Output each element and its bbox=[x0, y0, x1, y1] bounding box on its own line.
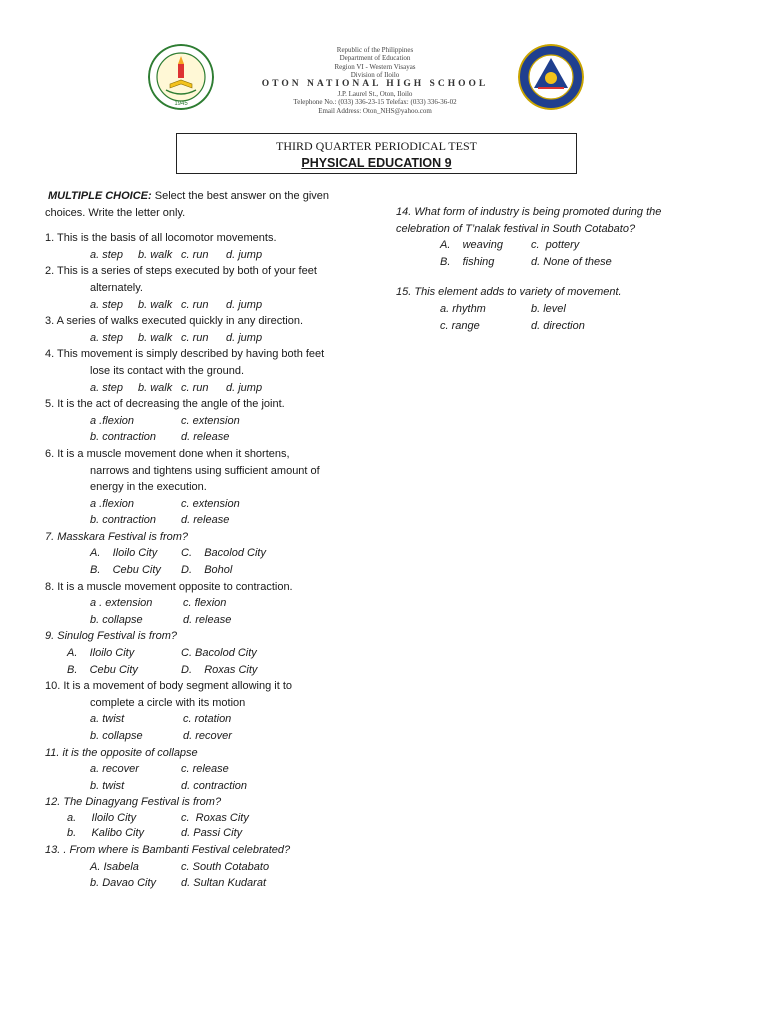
question-10-cont: complete a circle with its motion bbox=[90, 696, 246, 709]
question-4-options bbox=[45, 380, 345, 397]
question-6: 6. It is a muscle movement done when it shortens, bbox=[45, 447, 290, 460]
school-email: Email Address: Oton_NHS@yahoo.com bbox=[318, 106, 432, 115]
question-12-options-row-2 bbox=[45, 826, 345, 842]
question-1-options bbox=[45, 247, 345, 264]
option: c. run bbox=[181, 331, 209, 344]
question-9: 9. Sinulog Festival is from? bbox=[45, 630, 178, 643]
question-11-options-row-1 bbox=[45, 761, 345, 778]
question-9-options-row-1 bbox=[45, 645, 345, 662]
option: b. walk bbox=[138, 298, 173, 311]
option: c. run bbox=[181, 298, 209, 311]
option: C. Bacolod City bbox=[181, 647, 257, 660]
option: d. jump bbox=[226, 381, 263, 394]
option: a. twist bbox=[90, 713, 125, 726]
option: b. level bbox=[531, 302, 566, 315]
question-10-options-row-1 bbox=[45, 711, 345, 728]
option: a. Iloilo City bbox=[67, 811, 137, 824]
option: c. extension bbox=[181, 414, 240, 427]
option: a .flexion bbox=[90, 414, 135, 427]
question-13: 13. . From where is Bambanti Festival celebrated? bbox=[45, 843, 291, 856]
option: d. release bbox=[181, 514, 230, 527]
option: b. twist bbox=[90, 779, 125, 792]
option: b. walk bbox=[138, 381, 173, 394]
instructions-text: Select the best answer on the given bbox=[151, 190, 330, 202]
question-6-options-row-2 bbox=[45, 512, 345, 529]
option: c. rotation bbox=[183, 713, 232, 726]
question-14-options-row-2 bbox=[396, 254, 716, 271]
option: d. recover bbox=[183, 730, 232, 742]
question-7: 7. Masskara Festival is from? bbox=[45, 530, 189, 543]
option: b. Davao City bbox=[90, 877, 157, 890]
school-address: J.P. Laurel St., Oton, Iloilo bbox=[337, 90, 413, 99]
test-title-box bbox=[176, 133, 577, 174]
option: c. Roxas City bbox=[181, 811, 249, 824]
question-8-options-row-2 bbox=[45, 612, 345, 629]
question-10: 10. It is a movement of body segment allowing it to bbox=[45, 680, 293, 693]
question-10-options-row-2 bbox=[45, 728, 345, 745]
header-line-division: Division of Iloilo bbox=[350, 70, 400, 79]
letterhead-text bbox=[235, 46, 515, 115]
option: d. jump bbox=[226, 331, 263, 344]
question-9-options-row-2 bbox=[45, 662, 345, 679]
question-15-options-row-2 bbox=[396, 318, 716, 335]
question-5-options-row-1 bbox=[45, 413, 345, 430]
option: a .flexion bbox=[90, 497, 135, 510]
option: a . extension bbox=[90, 597, 153, 610]
question-14-options-row-1 bbox=[396, 237, 716, 254]
option: c. run bbox=[181, 381, 209, 394]
right-column bbox=[396, 204, 716, 334]
option: d. release bbox=[181, 431, 230, 444]
question-12-options-row-1 bbox=[45, 811, 345, 827]
option: d. direction bbox=[531, 319, 585, 332]
instructions-line-2: choices. Write the letter only. bbox=[45, 206, 186, 219]
seal-year: 1945 bbox=[174, 101, 188, 107]
option: A. weaving bbox=[440, 239, 503, 252]
option: d. release bbox=[183, 613, 232, 626]
question-15-options-row-1 bbox=[396, 301, 716, 318]
option: b. walk bbox=[138, 331, 173, 344]
subject-title: PHYSICAL EDUCATION 9 bbox=[301, 156, 452, 170]
option: a. step bbox=[90, 331, 124, 344]
question-1: 1. This is the basis of all locomotor movements. bbox=[45, 232, 277, 245]
question-13-options-row-1 bbox=[45, 859, 345, 876]
question-6-cont: narrows and tightens using sufficient amount of bbox=[90, 464, 320, 477]
option: c. range bbox=[440, 319, 480, 332]
option: d. Passi City bbox=[181, 827, 243, 840]
option: a. recover bbox=[90, 763, 139, 776]
question-6-cont-2: energy in the execution. bbox=[90, 481, 207, 494]
option: b. Kalibo City bbox=[67, 827, 145, 840]
school-letterhead bbox=[0, 40, 768, 120]
question-11-options-row-2 bbox=[45, 778, 345, 795]
option: c. South Cotabato bbox=[181, 860, 270, 873]
option: A. Isabela bbox=[90, 860, 139, 873]
option: d. jump bbox=[226, 248, 263, 261]
option: d. None of these bbox=[531, 255, 612, 268]
option: a. step bbox=[90, 248, 124, 261]
question-6-options-row-1 bbox=[45, 496, 345, 513]
question-2: 2. This is a series of steps executed by both of your feet bbox=[45, 265, 317, 278]
option: B. Cebu City bbox=[90, 564, 161, 577]
option: a. step bbox=[90, 381, 124, 394]
question-12: 12. The Dinagyang Festival is from? bbox=[45, 796, 222, 809]
question-11: 11. it is the opposite of collapse bbox=[45, 746, 198, 759]
option: b. contraction bbox=[90, 431, 157, 444]
question-2-options bbox=[45, 297, 345, 314]
option: B. Cebu City bbox=[67, 663, 138, 676]
option: d. jump bbox=[226, 298, 263, 311]
option: A. Iloilo City bbox=[90, 547, 158, 560]
option: b. walk bbox=[138, 248, 173, 261]
question-13-options-row-2 bbox=[45, 875, 345, 892]
option: a. step bbox=[90, 298, 124, 311]
question-3-options bbox=[45, 330, 345, 347]
option: B. fishing bbox=[440, 255, 495, 268]
question-5: 5. It is the act of decreasing the angle of the joint. bbox=[45, 398, 285, 411]
question-5-options-row-2 bbox=[45, 429, 345, 446]
option: b. collapse bbox=[90, 730, 143, 742]
option: D. Bohol bbox=[181, 564, 233, 577]
option: c. run bbox=[181, 248, 209, 261]
header-line-republic: Republic of the Philippines bbox=[336, 46, 414, 54]
question-2-cont: alternately. bbox=[90, 281, 143, 294]
question-14-cont: celebration of T’nalak festival in South Cotabato? bbox=[396, 222, 636, 235]
instructions bbox=[45, 188, 345, 205]
option: c. flexion bbox=[183, 597, 227, 610]
option: c. pottery bbox=[531, 239, 580, 252]
question-4-cont: lose its contact with the ground. bbox=[90, 364, 245, 377]
option: c. extension bbox=[181, 497, 240, 510]
question-4: 4. This movement is simply described by having both feet bbox=[45, 348, 325, 361]
school-phones: Telephone No.: (033) 336-23-15 Telefax: (033) 336-36-02 bbox=[293, 98, 457, 107]
left-column bbox=[45, 188, 345, 892]
question-3: 3. A series of walks executed quickly in any direction. bbox=[45, 315, 304, 328]
school-seal-logo bbox=[148, 44, 214, 110]
option: D. Roxas City bbox=[181, 663, 258, 676]
deped-seal-logo bbox=[518, 44, 584, 110]
header-line-region: Region VI - Western Visayas bbox=[334, 62, 416, 71]
question-8-options-row-1 bbox=[45, 595, 345, 612]
question-15: 15. This element adds to variety of movement. bbox=[396, 286, 622, 299]
test-title: THIRD QUARTER PERIODICAL TEST bbox=[276, 139, 477, 153]
question-8: 8. It is a muscle movement opposite to contraction. bbox=[45, 580, 293, 593]
option: b. collapse bbox=[90, 613, 143, 626]
header-line-deped: Department of Education bbox=[339, 54, 411, 63]
option: d. Sultan Kudarat bbox=[181, 877, 267, 890]
instructions-label: MULTIPLE CHOICE: bbox=[48, 190, 152, 202]
option: d. contraction bbox=[181, 779, 248, 792]
question-14: 14. What form of industry is being promoted during the bbox=[396, 206, 662, 218]
option: a. rhythm bbox=[440, 302, 486, 315]
option: C. Bacolod City bbox=[181, 547, 266, 560]
question-7-options-row-2 bbox=[45, 562, 345, 579]
option: c. release bbox=[181, 763, 229, 776]
option: A. Iloilo City bbox=[67, 647, 135, 660]
school-name: OTON NATIONAL HIGH SCHOOL bbox=[261, 79, 489, 90]
question-7-options-row-1 bbox=[45, 545, 345, 562]
option: b. contraction bbox=[90, 514, 157, 527]
